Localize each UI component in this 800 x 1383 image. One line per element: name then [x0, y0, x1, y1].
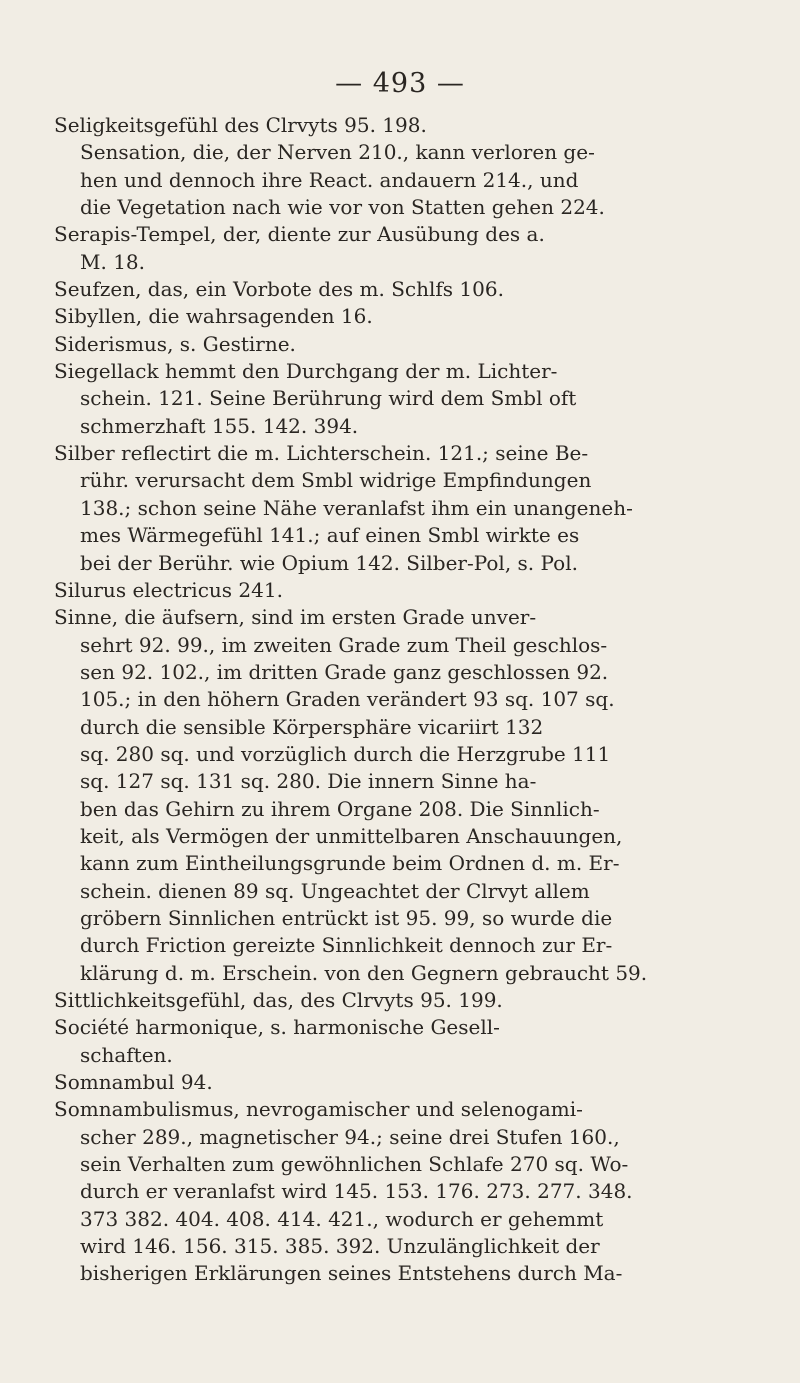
index-line: sen 92. 102., im dritten Grade ganz geschlossen 92.	[80, 659, 609, 684]
index-line: schein. dienen 89 sq. Ungeachtet der Clrvyt allem	[80, 878, 590, 903]
index-line: klärung d. m. Erschein. von den Gegnern gebraucht 59.	[80, 960, 648, 985]
index-line: Société harmonique, s. harmonische Gesell-	[54, 1015, 500, 1040]
index-line: die Vegetation nach wie vor von Statten gehen 224.	[80, 195, 605, 220]
index-line: Somnambul 94.	[54, 1070, 213, 1095]
index-line: sq. 280 sq. und vorzüglich durch die Herzgrube 111	[80, 741, 611, 766]
index-line: Siderismus, s. Gestirne.	[54, 331, 296, 356]
index-line: schaften.	[80, 1042, 173, 1067]
page-number-header: — 493 —	[335, 68, 465, 99]
index-line: Silurus electricus 241.	[54, 577, 283, 602]
index-line: ben das Gehirn zu ihrem Organe 208. Die Sinnlich-	[80, 796, 600, 821]
index-line: kann zum Eintheilungsgrunde beim Ordnen d. m. Er-	[80, 851, 620, 876]
index-line: mes Wärmegefühl 141.; auf einen Smbl wirkte es	[80, 523, 580, 548]
index-line: Serapis-Tempel, der, diente zur Ausübung des a.	[54, 222, 545, 247]
index-line: sq. 127 sq. 131 sq. 280. Die innern Sinne ha-	[80, 769, 537, 794]
index-line: sein Verhalten zum gewöhnlichen Schlafe 270 sq. Wo-	[80, 1152, 629, 1177]
index-line: rühr. verursacht dem Smbl widrige Empfindungen	[80, 468, 592, 493]
index-line: 373 382. 404. 408. 414. 421., wodurch er gehemmt	[80, 1206, 604, 1231]
index-line: Silber reflectirt die m. Lichterschein. 121.; seine Be-	[54, 441, 589, 466]
index-line: schein. 121. Seine Berührung wird dem Smbl oft	[80, 386, 577, 411]
index-line: Sittlichkeitsgefühl, das, des Clrvyts 95. 199.	[54, 988, 503, 1012]
index-line: schmerzhaft 155. 142. 394.	[80, 413, 359, 438]
index-line: durch die sensible Körpersphäre vicariirt 132	[80, 714, 544, 739]
index-line: scher 289., magnetischer 94.; seine drei Stufen 160.,	[80, 1124, 620, 1149]
index-line: sehrt 92. 99., im zweiten Grade zum Theil geschlos-	[80, 632, 608, 657]
index-line: M. 18.	[80, 249, 145, 274]
index-line: Seufzen, das, ein Vorbote des m. Schlfs 106.	[54, 277, 504, 302]
index-line: durch er veranlafst wird 145. 153. 176. 273. 277. 348.	[80, 1179, 633, 1204]
index-entries	[54, 112, 754, 1288]
index-line: Sinne, die äufsern, sind im ersten Grade unver-	[54, 605, 537, 630]
index-line: durch Friction gereizte Sinnlichkeit dennoch zur Er-	[80, 933, 613, 958]
index-line: hen und dennoch ihre React. andauern 214., und	[80, 167, 579, 192]
index-line: Sibyllen, die wahrsagenden 16.	[54, 304, 373, 329]
index-line: keit, als Vermögen der unmittelbaren Anschauungen,	[80, 823, 623, 848]
index-line: 105.; in den höhern Graden verändert 93 sq. 107 sq.	[80, 687, 615, 712]
index-line: Sensation, die, der Nerven 210., kann verloren ge-	[80, 140, 595, 165]
index-line: wird 146. 156. 315. 385. 392. Unzulänglichkeit der	[80, 1234, 600, 1259]
index-line: bisherigen Erklärungen seines Entstehens durch Ma-	[80, 1261, 623, 1286]
index-line: Seligkeitsgefühl des Clrvyts 95. 198.	[54, 113, 427, 137]
index-line: gröbern Sinnlichen entrückt ist 95. 99, so wurde die	[80, 905, 613, 930]
index-line: Siegellack hemmt den Durchgang der m. Lichter-	[54, 359, 558, 384]
index-line: Somnambulismus, nevrogamischer und selenogami-	[54, 1097, 583, 1122]
index-line: 138.; schon seine Nähe veranlafst ihm ein unangeneh-	[80, 495, 633, 520]
index-line: bei der Berühr. wie Opium 142. Silber-Pol, s. Pol.	[80, 550, 578, 575]
